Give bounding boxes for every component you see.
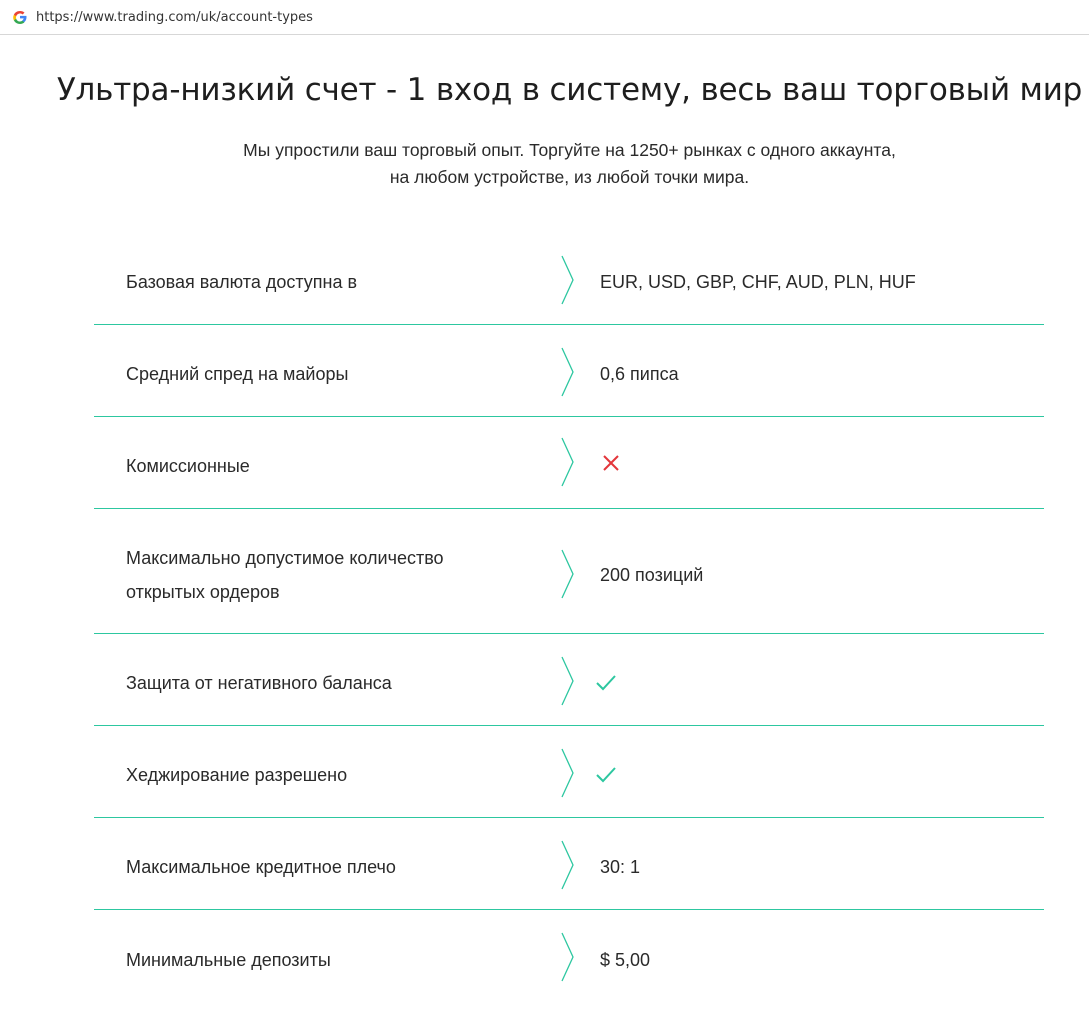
check-icon: [594, 763, 618, 787]
table-row: [94, 910, 1044, 1010]
chevron-right-icon: [560, 747, 576, 799]
chevron-right-icon: [560, 436, 576, 488]
table-row: [94, 509, 1044, 634]
row-label-line-2: открытых ордеров: [126, 582, 280, 602]
chevron-right-icon: [560, 254, 576, 306]
chevron-right-icon: [560, 655, 576, 707]
table-row: [94, 818, 1044, 910]
row-label: Средний спред на майоры: [126, 364, 349, 384]
row-label: [126, 541, 546, 609]
url-text[interactable]: https://www.trading.com/uk/account-types: [36, 9, 313, 25]
row-label: Минимальные депозиты: [126, 950, 331, 970]
table-row: [94, 417, 1044, 509]
row-label: Защита от негативного баланса: [126, 673, 392, 693]
chevron-right-icon: [560, 346, 576, 398]
row-value: 30: 1: [600, 857, 641, 877]
row-label-line-1: Максимально допустимое количество: [126, 548, 444, 568]
row-value: 200 позиций: [600, 565, 704, 585]
address-bar[interactable]: [0, 0, 1089, 35]
chevron-right-icon: [560, 548, 576, 600]
row-label: Комиссионные: [126, 456, 250, 476]
check-icon: [594, 671, 618, 695]
table-row: [94, 325, 1044, 417]
row-label: Хеджирование разрешено: [126, 765, 348, 785]
table-row: [94, 236, 1044, 325]
row-label: Максимальное кредитное плечо: [126, 857, 396, 877]
chevron-right-icon: [560, 839, 576, 891]
subtitle-line-1: Мы упростили ваш торговый опыт. Торгуйте на 1250+ рынках с одного аккаунта,: [243, 140, 896, 160]
page-title: Ультра-низкий счет - 1 вход в систему, весь ваш торговый мир: [56, 72, 1083, 108]
google-g-icon: [12, 9, 28, 25]
table-row: [94, 634, 1044, 726]
row-value: 0,6 пипса: [600, 364, 679, 384]
page-subtitle: [0, 137, 1089, 191]
row-label: Базовая валюта доступна в: [126, 272, 358, 292]
row-value: $ 5,00: [600, 950, 651, 970]
table-row: [94, 726, 1044, 818]
subtitle-line-2: на любом устройстве, из любой точки мира.: [389, 167, 750, 187]
chevron-right-icon: [560, 931, 576, 983]
row-value: EUR, USD, GBP, CHF, AUD, PLN, HUF: [600, 272, 916, 292]
cross-icon: [600, 452, 624, 476]
